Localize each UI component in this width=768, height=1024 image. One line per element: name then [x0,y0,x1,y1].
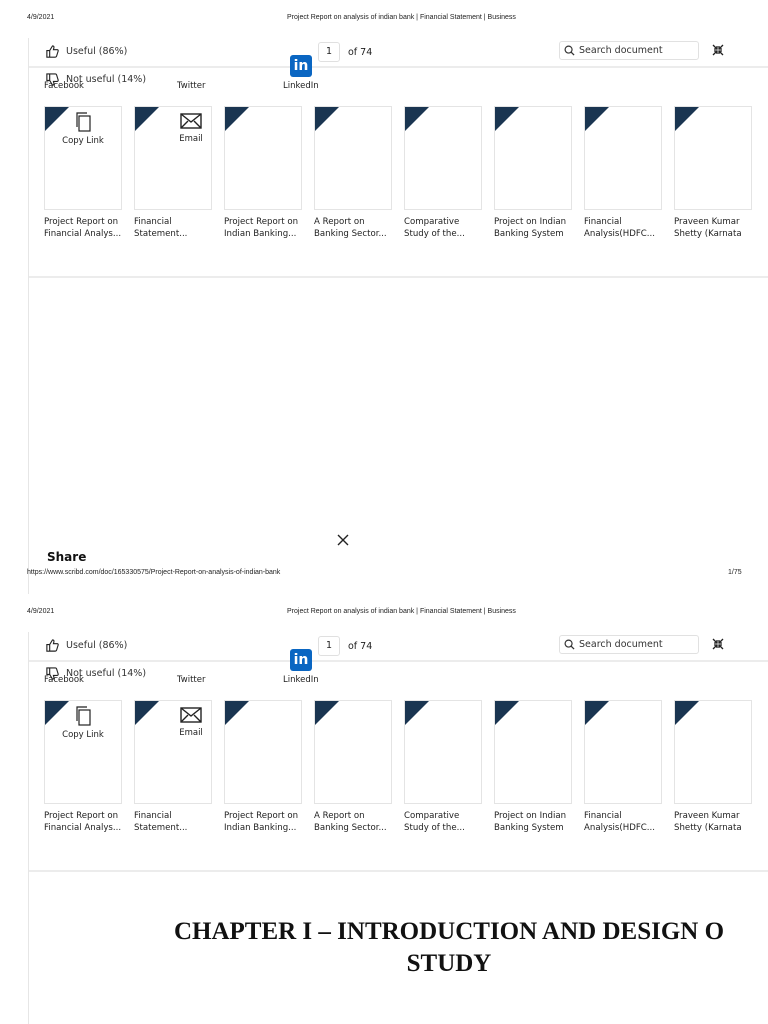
related-documents [44,700,768,840]
chapter-heading-line: CHAPTER I – INTRODUCTION AND DESIGN O [173,918,725,945]
doc-title-line: Financial Analys... [44,229,122,239]
share-linkedin[interactable]: LinkedIn [283,81,319,91]
close-icon[interactable] [337,534,349,546]
doc-title-line: Project Report on [224,811,299,821]
copy-link-button[interactable] [44,706,122,740]
search-placeholder: Search document [579,639,663,650]
document-viewer [28,38,768,594]
doc-title-line: Statement... [134,823,188,833]
doc-thumbnail [404,106,482,210]
doc-title-line: Financial Analys... [44,823,122,833]
search-placeholder: Search document [579,45,663,56]
email-icon [180,706,202,724]
email-label: Email [179,134,203,144]
print-header [0,608,768,618]
page-total: of 74 [348,640,373,652]
print-date: 4/9/2021 [27,608,55,615]
doc-title-line: Indian Banking... [224,229,297,239]
share-dialog-title: Share [47,550,87,564]
doc-title-line: Comparative [404,811,460,821]
copy-link-button[interactable] [44,112,122,146]
doc-thumbnail [404,700,482,804]
viewer-toolbar [29,38,768,68]
doc-title-line: Banking Sector... [314,229,387,239]
related-doc-card[interactable] [224,106,304,240]
doc-title-line: Analysis(HDFC... [584,823,655,833]
search-icon [564,639,575,650]
share-linkedin[interactable]: LinkedIn [283,675,319,685]
doc-title-line: Comparative [404,217,460,227]
doc-title-line: Indian Banking... [224,823,297,833]
print-date: 4/9/2021 [27,14,55,21]
doc-title-line: Banking Sector... [314,823,387,833]
search-input[interactable] [559,635,699,654]
print-header [0,14,768,24]
doc-thumbnail [494,700,572,804]
related-doc-card[interactable] [314,106,394,240]
doc-thumbnail [584,700,662,804]
doc-title-line: A Report on [314,811,365,821]
related-doc-card[interactable] [404,106,484,240]
page-navigator [318,636,372,656]
divider [29,870,768,872]
email-label: Email [179,728,203,738]
not-useful-label: Not useful (14%) [66,74,147,85]
doc-title-line: Praveen Kumar [674,811,740,821]
useful-label: Useful (86%) [66,640,128,651]
doc-title-line: Project Report on [44,217,119,227]
copy-link-label: Copy Link [62,136,104,146]
doc-title-line: Praveen Kumar [674,217,740,227]
print-title: Project Report on analysis of indian bank | Financial Statement | Business [287,14,516,21]
linkedin-icon[interactable]: in [290,55,312,77]
doc-thumbnail [224,106,302,210]
doc-thumbnail [674,700,752,804]
related-doc-card[interactable] [674,106,754,240]
page-number-input[interactable]: 1 [318,42,340,62]
email-button[interactable] [152,706,230,738]
linkedin-icon[interactable]: in [290,649,312,671]
page-total: of 74 [348,46,373,58]
not-useful-label: Not useful (14%) [66,668,147,679]
email-button[interactable] [152,112,230,144]
related-doc-card[interactable] [404,700,484,834]
doc-title-line: Financial [584,217,622,227]
doc-title-line: A Report on [314,217,365,227]
thumbs-up-icon [45,638,60,653]
page-number-input[interactable]: 1 [318,636,340,656]
print-url: https://www.scribd.com/doc/165330575/Project-Report-on-analysis-of-indian-bank [27,569,281,576]
divider [29,276,768,278]
related-doc-card[interactable] [224,700,304,834]
search-input[interactable] [559,41,699,60]
related-doc-card[interactable] [494,106,574,240]
doc-thumbnail [224,700,302,804]
doc-title-line: Financial [134,217,172,227]
share-facebook[interactable]: Facebook [44,81,84,91]
chapter-heading-line: STUDY [406,950,492,977]
search-icon [564,45,575,56]
useful-button[interactable] [45,44,127,59]
copy-icon [74,112,92,132]
doc-title-line: Shetty (Karnata [674,823,742,833]
doc-thumbnail [584,106,662,210]
doc-title-line: Project on Indian [494,217,567,227]
related-doc-card[interactable] [314,700,394,834]
related-doc-card[interactable] [584,700,664,834]
doc-title-line: Financial [134,811,172,821]
doc-thumbnail [314,700,392,804]
print-page-2 [0,594,768,1024]
doc-title-line: Project Report on [44,811,119,821]
page-navigator [318,42,372,62]
share-facebook[interactable]: Facebook [44,675,84,685]
related-doc-card[interactable] [674,700,754,834]
share-twitter[interactable]: Twitter [177,81,206,91]
doc-title-line: Statement... [134,229,188,239]
related-documents [44,106,768,246]
doc-title-line: Financial [584,811,622,821]
useful-label: Useful (86%) [66,46,128,57]
document-viewer [28,632,768,1024]
doc-title-line: Shetty (Karnata [674,229,742,239]
doc-title-line: Project Report on [224,217,299,227]
print-title: Project Report on analysis of indian bank | Financial Statement | Business [287,608,516,615]
chapter-heading [99,916,768,980]
copy-icon [74,706,92,726]
print-page-number: 1/75 [728,569,742,576]
doc-thumbnail [314,106,392,210]
useful-button[interactable] [45,638,127,653]
doc-thumbnail [494,106,572,210]
collapse-icon[interactable] [712,638,724,650]
email-icon [180,112,202,130]
doc-title-line: Analysis(HDFC... [584,229,655,239]
doc-title-line: Banking System [494,229,564,239]
related-doc-card[interactable] [494,700,574,834]
copy-link-label: Copy Link [62,730,104,740]
doc-title-line: Banking System [494,823,564,833]
thumbs-up-icon [45,44,60,59]
collapse-icon[interactable] [712,44,724,56]
related-doc-card[interactable] [584,106,664,240]
doc-title-line: Study of the... [404,823,465,833]
doc-title-line: Study of the... [404,229,465,239]
doc-title-line: Project on Indian [494,811,567,821]
viewer-toolbar [29,632,768,662]
share-twitter[interactable]: Twitter [177,675,206,685]
doc-thumbnail [674,106,752,210]
